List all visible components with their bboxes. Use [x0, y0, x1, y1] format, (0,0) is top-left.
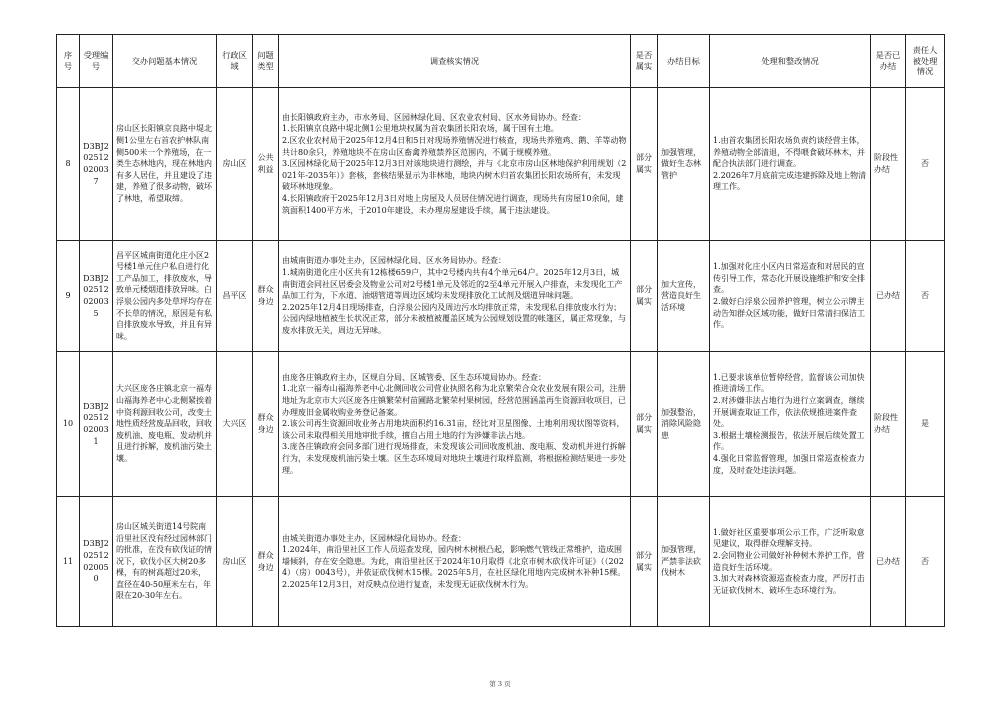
cell-district: 昌平区	[217, 241, 253, 352]
handling-line: 3.加大对森林资源巡查检查力度，严厉打击无证砍伐树木、破坏生态环境行为。	[713, 574, 865, 595]
investigation-line: 2.2025年12月3日，对反映点位进行复查，未发现无证砍伐树木行为。	[282, 579, 534, 589]
cell-accountability: 否	[906, 241, 945, 352]
header-completed: 是否已办结	[871, 35, 906, 88]
handling-line: 1.已要求该单位暂停经营，监督该公司加快推进清场工作。	[713, 372, 865, 394]
cell-type: 公共利益	[253, 88, 279, 241]
cell-completed: 阶段性办结	[871, 352, 906, 497]
header-goal: 办结目标	[658, 35, 710, 88]
handling-line: 4.强化日常监督管理，加强日常巡查检查力度，及时查处违法问题。	[713, 453, 865, 475]
handling-line: 1.加强对化庄小区内日常巡查和对居民的宣传引导工作，常态化开展设施维护和安全排查。	[713, 262, 865, 295]
cell-accountability: 是	[906, 352, 945, 497]
cell-investigation	[279, 497, 631, 627]
header-handling: 处理和整改情况	[710, 35, 871, 88]
cell-completed: 已办结	[871, 497, 906, 627]
cell-problem: 房山区城关街道14号院南沿里社区没有经过园林部门的批准，在没有砍伐证的情况下，砍伐小区大树20多棵，有的树高超过20米，直径在40-50厘米左右，年限在20-30年左右。	[113, 497, 217, 627]
investigation-line: 2.2025年12月4日现场排查，白浮泉公园内及周边污水均排放正常，未发现私自排放废水行为；公园内绿地植被生长状况正常，部分未被植被覆盖区域为公园规划设置的帐篷区，属正常现象，与废水排放无关，周边无异味。	[282, 302, 626, 335]
cell-no: 11	[57, 497, 80, 627]
table-row	[57, 352, 945, 497]
handling-line: 2.会同物业公司做好补种树木养护工作，营造良好生活环境。	[713, 550, 865, 572]
investigation-line: 3.区园林绿化局于2025年12月3日对该地块进行测绘，并与《北京市房山区林地保护利用规划（2021年-2035年）》套核，套核结果显示为非林地，地块内树木归首农集团长阳农场所有，未发现破坏林地现象。	[282, 159, 627, 192]
header-accountability: 责任人被处理情况	[906, 35, 945, 88]
handling-line: 2.2026年7月底前完成违建拆除及地上物清理工作。	[713, 170, 867, 192]
cell-accountability: 否	[906, 497, 945, 627]
investigation-line: 2.区农业农村局于2025年12月4日和5日对现场养殖情况进行核查，现场共养殖鸡、鹅、羊等动物共计80余只，养殖地块不在房山区畜禽养殖禁养区范围内，不属于规模养殖。	[282, 136, 627, 157]
handling-line: 3.根据土壤检测报告，依法开展后续处置工作。	[713, 430, 865, 452]
cell-verified: 部分属实	[631, 88, 658, 241]
cell-investigation	[279, 88, 631, 241]
investigation-line: 1.北京一福寿山福海养老中心北侧回收公司营业执照名称为北京繁荣合众农业发展有限公司，注册地址为北京市大兴区庞各庄镇繁荣村苗圃路北繁荣村果树园，经营范围涵盖再生资源回收项目，已办理废旧金属收购业务登记备案。	[282, 384, 626, 417]
cell-type: 群众身边	[253, 497, 279, 627]
investigation-line: 1.长阳镇京良路中堤北侧1公里地块权属为首农集团长阳农场，属于国有土地。	[282, 124, 559, 134]
investigation-line: 4.长阳镇政府于2025年12月3日对地上房屋及人员居住情况进行调查，现场共有房屋10余间，建筑面积1400平方米，于2010年建设，未办理房屋建设手续，属于违法建设。	[282, 193, 624, 215]
case-table	[56, 34, 945, 627]
table-row	[57, 241, 945, 352]
investigation-line: 由长阳镇政府主办，市水务局、区园林绿化局、区农业农村局、区水务局协办。经查：	[282, 112, 586, 122]
investigation-line: 3.庞各庄镇政府会同多部门进行现场排查，未发现该公司回收废机油、废电瓶、发动机并进行拆解行为，未发现废机油污染土壤。区生态环境局对地块土壤进行取样监测，将根据检测结果进一步处理。	[282, 442, 626, 475]
cell-district: 大兴区	[217, 352, 253, 497]
header-problem: 交办问题基本情况	[113, 35, 217, 88]
cell-no: 10	[57, 352, 80, 497]
page-number: 第 3 页	[489, 680, 511, 688]
cell-district: 房山区	[217, 88, 253, 241]
cell-handling	[710, 497, 871, 627]
cell-completed: 阶段性办结	[871, 88, 906, 241]
cell-handling	[710, 352, 871, 497]
cell-type: 群众身边	[253, 352, 279, 497]
handling-line: 2.做好白浮泉公园养护管理，树立公示牌主动告知群众区域功能，做好日常清扫保洁工作。	[713, 297, 865, 330]
cell-verified: 部分属实	[631, 497, 658, 627]
header-type: 问题类型	[253, 35, 279, 88]
investigation-line: 1.城南街道化庄小区共有12栋楼659户，其中2号楼内共有4个单元64户。2025年12月3日，城南街道会同社区居委会及物业公司对2号楼1单元及邻近的2至4单元开展入户排查，未发现化工产品加工行为，下水道、油烟管道等周边区域均未发现排放化工试剂及烟道异味问题。	[282, 268, 623, 301]
cell-id: D3BJ202512020035	[80, 241, 113, 352]
cell-id: D3BJ202512020031	[80, 352, 113, 497]
cell-investigation	[279, 352, 631, 497]
cell-investigation	[279, 241, 631, 352]
cell-no: 8	[57, 88, 80, 241]
cell-problem: 房山区长阳镇京良路中堤北侧1公里左右首农护林队南侧500米一个养殖场，在一类生态林地内，现在林地内有多人居住，并且建设了违建，养殖了很多动物，破坏了林地，希望取缔。	[113, 88, 217, 241]
header-verified: 是否属实	[631, 35, 658, 88]
cell-handling	[710, 88, 871, 241]
cell-no: 9	[57, 241, 80, 352]
cell-verified: 部分属实	[631, 241, 658, 352]
cell-id: D3BJ202512020037	[80, 88, 113, 241]
cell-problem: 昌平区城南街道化庄小区2号楼1单元住户私自进行化工产品加工，排放废水，导致单元楼烟道排放异味。白浮泉公园内多处草坪均存在不长草的情况，原因是有私自排放废水导致，并且有异味。	[113, 241, 217, 352]
cell-completed: 已办结	[871, 241, 906, 352]
investigation-line: 2.该公司再生资源回收业务占用地块面积约16.31亩，经比对卫星图像、土地利用现状图等资料，该公司未取得相关用地审批手续，擅自占用土地的行为涉嫌非法占地。	[282, 419, 625, 440]
header-district: 行政区域	[217, 35, 253, 88]
cell-district: 房山区	[217, 497, 253, 627]
investigation-line: 由城南街道办事处主办，区园林绿化局、区水务局协办。经查：	[282, 256, 506, 266]
cell-type: 群众身边	[253, 241, 279, 352]
header-investigation: 调查核实情况	[279, 35, 631, 88]
header-no: 序号	[57, 35, 80, 88]
investigation-line: 由庞各庄镇政府主办，区规自分局、区城管委、区生态环境局协办。经查：	[282, 372, 546, 382]
header-id: 受理编号	[80, 35, 113, 88]
table-row	[57, 497, 945, 627]
handling-line: 2.对涉嫌非法占地行为进行立案调查，继续开展调查取证工作，依法依规推进案件查处。	[713, 396, 865, 429]
cell-goal: 加强管理，严禁非法砍伐树木	[658, 497, 710, 627]
cell-accountability: 否	[906, 88, 945, 241]
investigation-line: 1.2024年，南沿里社区工作人员巡查发现，园内树木树根凸起，影响燃气管线正常维护，造成围墙倾斜，存在安全隐患。为此，南沿里社区于2024年10月取得《北京市树木砍伐许可证》（（2024）（房）0043号），并依证砍伐树木15棵。2025年5月，在社区绿化用地内完成树木补种15棵。	[282, 545, 626, 578]
handling-line: 1.做好社区重要事项公示工作，广泛听取意见建议，取得群众理解支持。	[713, 527, 865, 549]
cell-id: D3BJ202512020050	[80, 497, 113, 627]
cell-handling	[710, 241, 871, 352]
cell-goal: 加强整治，消除风险隐患	[658, 352, 710, 497]
table-header-row	[57, 35, 945, 88]
handling-line: 1.由首农集团长阳农场负责约谈经营主体，养殖动物全部清退，不得喂食破坏林木，并配合执法部门进行调查。	[713, 136, 865, 169]
cell-goal: 加大宣传，营造良好生活环境	[658, 241, 710, 352]
table-row	[57, 88, 945, 241]
cell-verified: 部分属实	[631, 352, 658, 497]
investigation-line: 由城关街道办事处主办，区园林绿化局协办。经查：	[282, 533, 466, 543]
cell-goal: 加强管理，做好生态林管护	[658, 88, 710, 241]
cell-problem: 大兴区庞各庄镇北京一福寿山福海养老中心北侧紧挨着中资利源回收公司，改变土地性质经营废品回收，回收废机油、废电瓶、发动机并且进行拆解，废机油污染土壤。	[113, 352, 217, 497]
